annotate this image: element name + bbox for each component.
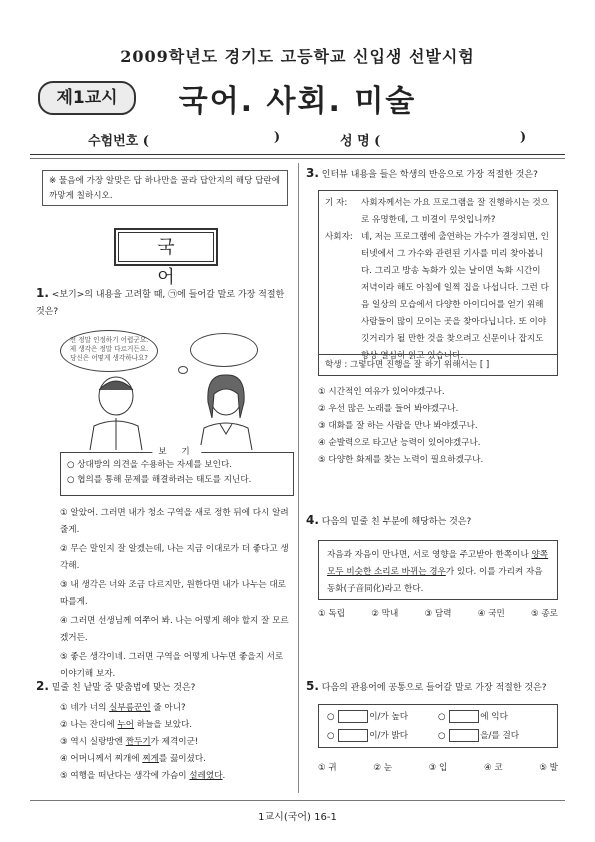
page-footer: 1교시(국어) 16-1 xyxy=(258,812,337,823)
answer-option-2[interactable]: ② 눈 xyxy=(373,763,393,773)
option-text: ⑤ 여행을 떠난다는 생각에 가슴이 xyxy=(60,771,190,781)
section-title: 국 어 xyxy=(118,232,214,262)
question-1 xyxy=(36,285,292,321)
passage-box xyxy=(318,540,558,600)
question-5-options xyxy=(318,760,558,777)
question-number: 3. xyxy=(306,166,319,180)
question-number: 5. xyxy=(306,679,319,693)
exam-number-close: ) xyxy=(274,130,281,145)
question-number: 2. xyxy=(36,679,49,693)
option-text: 하늘을 보았다. xyxy=(134,720,193,730)
idiom-item: ○ 을/를 걸다 xyxy=(438,731,520,741)
option-text: 가 제격이군! xyxy=(150,737,199,747)
answer-option-5[interactable]: ⑤ 좋은 생각이네. 그러면 구역을 어떻게 나누면 좋을지 서로 이야기해 보자. xyxy=(60,652,284,679)
answer-option-1[interactable]: ① 알았어. 그러면 내가 청소 구역을 새로 정한 뒤에 다시 알려줄게. xyxy=(60,508,289,535)
subject-title: 국어. 사회. 미술 xyxy=(178,84,417,119)
instruction-notice: ※ 물음에 가장 알맞은 답 하나만을 골라 답안지의 해당 답란에 까맣게 칠하시오. xyxy=(42,170,288,206)
answer-option-3[interactable]: ③ 입 xyxy=(428,763,448,773)
dialog-line xyxy=(325,229,551,365)
answer-option-1[interactable]: ① 독립 xyxy=(318,609,346,619)
idiom-text: 을/를 걸다 xyxy=(480,731,520,741)
underlined-word: 설레였다 xyxy=(189,771,223,781)
answer-option-1[interactable] xyxy=(60,700,292,717)
answer-option-1[interactable]: ① 시간적인 여유가 있어야겠구나. xyxy=(318,387,445,397)
speech-text: 전 정말 인정하기 어렵군요. 제 생각은 정말 다르거든요. 당신은 어떻게 생각하나요? xyxy=(69,336,149,362)
question-5 xyxy=(306,678,562,697)
question-4 xyxy=(306,512,562,531)
answer-option-5[interactable] xyxy=(60,768,292,785)
header-divider xyxy=(30,154,565,155)
idiom-item: ○ 에 익다 xyxy=(438,712,508,722)
question-3 xyxy=(306,165,562,184)
answer-option-3[interactable]: ③ 대화를 잘 하는 사람을 만나 봐야겠구나. xyxy=(318,421,478,431)
answer-option-5[interactable]: ⑤ 발 xyxy=(539,763,558,773)
question-2-options xyxy=(60,700,292,785)
question-stem: 인터뷰 내용을 들은 학생의 반응으로 가장 적절한 것은? xyxy=(321,170,538,180)
underlined-word: 누어 xyxy=(117,720,135,730)
question-3-options xyxy=(318,384,558,469)
dialog-line xyxy=(325,195,551,229)
idiom-item: ○ 이/가 밝다 xyxy=(327,731,409,741)
option-text: ④ 어머니께서 찌개에 xyxy=(60,754,143,764)
question-stem: 다음의 밑줄 친 부분에 해당하는 것은? xyxy=(321,517,472,527)
option-text: ① 네가 너의 xyxy=(60,703,110,713)
answer-option-4[interactable]: ④ 그러면 선생님께 여쭈어 봐. 나는 어떻게 해야 할지 잘 모르겠거든. xyxy=(60,616,289,643)
period-badge: 제1교시 xyxy=(38,81,136,115)
answer-option-1[interactable]: ① 귀 xyxy=(318,763,337,773)
answer-option-2[interactable]: ② 우선 많은 노래를 들어 봐야겠구나. xyxy=(318,404,459,414)
name-close: ) xyxy=(520,130,527,145)
question-stem: <보기>의 내용을 고려할 때, ㉠에 들어갈 말로 가장 적절한 것은? xyxy=(36,290,285,317)
bogi-item: ○ 협의를 통해 문제를 해결하려는 태도를 지닌다. xyxy=(67,475,252,485)
question-stem: 다음의 관용어에 공통으로 들어갈 말로 가장 적절한 것은? xyxy=(321,683,547,693)
answer-option-4[interactable]: ④ 코 xyxy=(483,763,503,773)
question-stem: 밑줄 친 낱말 중 맞춤법에 맞는 것은? xyxy=(51,683,196,693)
underlined-word: 실부름꾼인 xyxy=(109,703,151,713)
question-number: 1. xyxy=(36,286,49,300)
blank-box xyxy=(338,729,368,742)
option-text: ② 나는 잔디에 xyxy=(60,720,118,730)
dialog-text: 네, 저는 프로그램에 출연하는 가수가 결정되면, 인터넷에서 그 가수와 관련된 기사를 미리 찾아봅니다. 그리고 방송 녹화가 있는 날이면 녹화 시간이 저녁이라 해도 아침에 일찍 집을 나섭니다. 그런 다음 일상의 모습에서 다양한 아이디어를 얻기 위해 사람들이 많이 모이는 곳을 찾아다닙니다. 또 이야깃거리가 될 만한 것을 찾으려고 신문이나 잡지도 항상 열심히 읽고 있습니다. xyxy=(361,232,549,361)
dialog-text: 사회자께서는 가요 프로그램을 잘 진행하시는 것으로 유명한데, 그 비결이 무엇입니까? xyxy=(361,198,549,225)
students-illustration xyxy=(80,372,270,452)
answer-option-2[interactable] xyxy=(60,717,292,734)
blank-box xyxy=(338,710,368,723)
idiom-text: 이/가 밝다 xyxy=(369,731,409,741)
idiom-item: ○ 이/가 높다 xyxy=(327,712,409,722)
underlined-word: 짠두기 xyxy=(125,737,151,747)
bogi-title: 보 기 xyxy=(152,445,201,457)
bogi-item: ○ 상대방의 의견을 수용하는 자세를 보인다. xyxy=(67,460,233,470)
speaker-label: 사회자: xyxy=(325,232,353,242)
option-text: . xyxy=(222,771,226,781)
option-text: ③ 역시 실랑방엔 xyxy=(60,737,126,747)
column-divider xyxy=(298,163,299,793)
idiom-text: 에 익다 xyxy=(480,712,508,722)
answer-option-4[interactable]: ④ 순발력으로 타고난 능력이 있어야겠구나. xyxy=(318,438,481,448)
answer-option-4[interactable] xyxy=(60,751,292,768)
exam-number-label: 수험번호 ( xyxy=(88,134,149,149)
passage-text: 자음과 자음이 만나면, 서로 영향을 주고받아 한쪽이나 xyxy=(327,550,532,560)
answer-option-3[interactable]: ③ 담력 xyxy=(424,609,452,619)
speaker-label: 기 자: xyxy=(325,198,348,208)
question-number: 4. xyxy=(306,513,319,527)
blank-box xyxy=(449,729,479,742)
question-4-options xyxy=(318,606,558,623)
thought-bubble xyxy=(190,333,258,367)
header-divider-thin xyxy=(30,158,565,159)
student-response: 학생 : 그렇다면 진행을 잘 하기 위해서는 [ ] xyxy=(319,354,557,375)
underlined-phrase: 양쪽 모두 비슷한 소리로 바뀌는 경우 xyxy=(327,550,549,577)
exam-title: 2009학년도 경기도 고등학교 신입생 선발시험 xyxy=(120,47,475,66)
question-1-options xyxy=(60,505,292,683)
passage-text: 가 있다. 이를 가리켜 자음 동화(子音同化)라고 한다. xyxy=(327,567,543,594)
question-2 xyxy=(36,678,292,697)
option-text: 를 끓이셨다. xyxy=(158,754,206,764)
blank-box xyxy=(449,710,479,723)
option-text: 줄 아니? xyxy=(150,703,186,713)
idiom-box xyxy=(318,704,558,748)
answer-option-4[interactable]: ④ 국민 xyxy=(477,609,505,619)
name-label: 성 명 ( xyxy=(340,134,381,149)
answer-option-3[interactable] xyxy=(60,734,292,751)
bogi-box xyxy=(60,447,294,496)
footer-divider xyxy=(30,800,565,801)
answer-option-2[interactable]: ② 막내 xyxy=(371,609,399,619)
idiom-text: 이/가 높다 xyxy=(369,712,409,722)
underlined-word: 찌게 xyxy=(142,754,159,764)
answer-option-2[interactable]: ② 무슨 말인지 잘 알겠는데, 나는 지금 이대로가 더 좋다고 생각해. xyxy=(60,544,289,571)
answer-option-3[interactable]: ③ 내 생각은 너와 조금 다르지만, 원한다면 내가 나누는 대로 따를게. xyxy=(60,580,286,607)
answer-option-5[interactable]: ⑤ 종로 xyxy=(530,609,558,619)
answer-option-5[interactable]: ⑤ 다양한 화제를 찾는 노력이 필요하겠구나. xyxy=(318,455,484,465)
interview-box xyxy=(318,190,558,376)
